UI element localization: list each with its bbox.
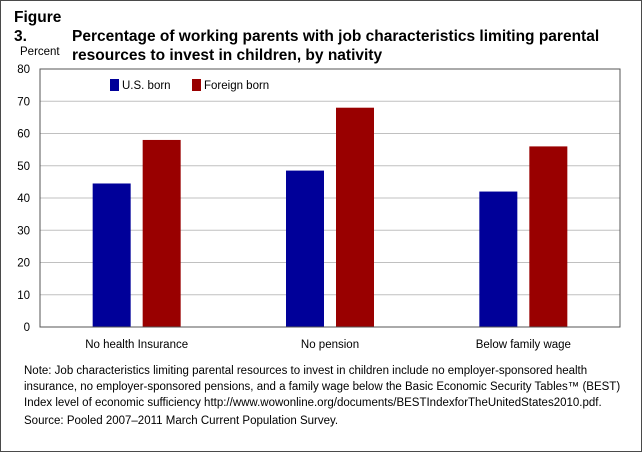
y-tick-label: 10 (17, 289, 30, 302)
y-tick-label: 60 (17, 128, 30, 141)
y-tick-label: 20 (17, 257, 30, 270)
legend-swatch (192, 79, 201, 91)
y-tick-label: 30 (17, 225, 30, 238)
y-axis-label: Percent (20, 46, 60, 58)
legend-label: U.S. born (122, 80, 171, 92)
title-line-1: Percentage of working parents with job characteristics limiting parental (72, 28, 600, 45)
y-axis-ticks (17, 64, 30, 334)
y-tick-label: 80 (17, 64, 30, 76)
bar (479, 192, 517, 327)
y-tick-label: 50 (17, 160, 30, 173)
bars (93, 108, 568, 327)
bar (143, 140, 181, 327)
x-tick-label: No health Insurance (85, 339, 189, 351)
y-tick-label: 0 (23, 322, 30, 334)
note-text: Note: Job characteristics limiting parental resources to invest in children include no employer-sponsored health insurance, no employer-sponsored pensions, and a family wage below the Basic Economic Security Tables™ (BEST) Index level of economic sufficiency http://www.wowonline.org/documents/BESTIndexforTheUnitedStates2010.pdf. (24, 365, 621, 409)
legend-label: Foreign born (204, 80, 270, 92)
x-tick-label: Below family wage (475, 339, 571, 351)
bar (286, 171, 324, 327)
title-line-2: resources to invest in children, by nativity (72, 47, 383, 64)
source-text: Source: Pooled 2007–2011 March Current Population Survey. (24, 415, 339, 427)
x-axis-ticks (85, 339, 571, 351)
bar (336, 108, 374, 327)
notes-block (24, 363, 624, 429)
figure-label: Figure 3. (14, 9, 62, 45)
legend (110, 79, 269, 92)
y-tick-label: 40 (17, 193, 30, 205)
x-tick-label: No pension (300, 339, 360, 351)
bar (529, 146, 567, 327)
bar (93, 183, 131, 327)
legend-swatch (110, 79, 119, 91)
y-tick-label: 70 (17, 96, 30, 109)
